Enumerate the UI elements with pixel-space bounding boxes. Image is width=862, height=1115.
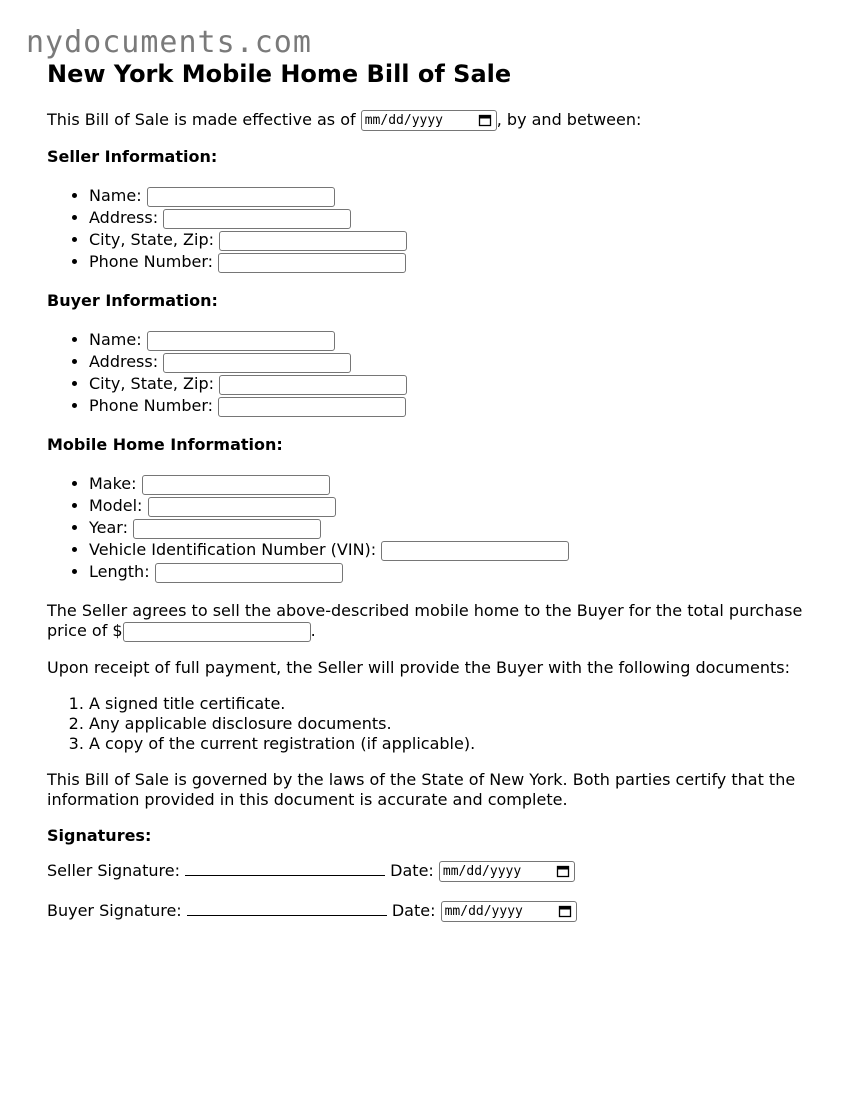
seller-name-input[interactable] — [147, 187, 335, 207]
vin-input[interactable] — [381, 541, 569, 561]
home-list — [47, 473, 837, 583]
seller-signature-row — [47, 860, 837, 882]
seller-address-label: Address: — [89, 208, 159, 227]
law-paragraph: This Bill of Sale is governed by the laws of the State of New York. Both parties certify that the information provided in this document is accurate and complete. — [47, 769, 796, 809]
list-item: 3. A copy of the current registration (if applicable). — [89, 734, 837, 754]
buyer-name-label: Name: — [89, 330, 142, 349]
list-item — [89, 539, 837, 561]
seller-date-input[interactable] — [439, 861, 575, 882]
seller-heading: Seller Information: — [47, 147, 218, 166]
year-input[interactable] — [133, 519, 321, 539]
buyer-phone-input[interactable] — [218, 397, 406, 417]
list-item: 1. A signed title certificate. — [89, 694, 837, 714]
buyer-date-input[interactable] — [441, 901, 577, 922]
year-label: Year: — [89, 518, 128, 537]
price-paragraph — [47, 601, 837, 642]
seller-name-label: Name: — [89, 186, 142, 205]
buyer-name-input[interactable] — [147, 331, 335, 351]
seller-signature-label: Seller Signature: — [47, 860, 180, 880]
price-text-after: . — [310, 621, 316, 640]
seller-phone-label: Phone Number: — [89, 252, 214, 271]
home-heading: Mobile Home Information: — [47, 435, 283, 454]
make-input[interactable] — [142, 475, 330, 495]
list-item — [89, 473, 837, 495]
page-title: New York Mobile Home Bill of Sale — [47, 60, 512, 88]
buyer-address-label: Address: — [89, 352, 159, 371]
vin-label: Vehicle Identification Number (VIN): — [89, 540, 377, 559]
calendar-icon[interactable] — [558, 904, 572, 918]
seller-phone-input[interactable] — [218, 253, 406, 273]
list-item — [89, 517, 837, 539]
seller-signature-line[interactable] — [185, 861, 385, 876]
buyer-list — [47, 329, 837, 417]
seller-city-input[interactable] — [219, 231, 407, 251]
price-text-before: The Seller agrees to sell the above-described mobile home to the Buyer for the total purchase price of $ — [47, 601, 803, 640]
list-item — [89, 251, 837, 273]
documents-list — [47, 694, 837, 754]
buyer-city-input[interactable] — [219, 375, 407, 395]
bill-of-sale-form — [47, 58, 837, 940]
list-item — [89, 373, 837, 395]
watermark: nydocuments.com — [26, 25, 312, 60]
intro-text-before: This Bill of Sale is made effective as of — [47, 110, 361, 129]
intro-paragraph — [47, 110, 837, 131]
list-item — [89, 495, 837, 517]
list-item — [89, 561, 837, 583]
price-input[interactable] — [123, 622, 311, 642]
intro-text-after: , by and between: — [496, 110, 642, 129]
calendar-icon[interactable] — [478, 113, 492, 127]
buyer-heading: Buyer Information: — [47, 291, 218, 310]
seller-list — [47, 185, 837, 273]
effective-date-placeholder: mm/dd/yyyy — [364, 113, 444, 128]
list-item — [89, 229, 837, 251]
buyer-signature-row — [47, 900, 837, 922]
buyer-signature-label: Buyer Signature: — [47, 900, 182, 920]
buyer-city-label: City, State, Zip: — [89, 374, 215, 393]
list-item — [89, 207, 837, 229]
seller-address-input[interactable] — [163, 209, 351, 229]
length-input[interactable] — [155, 563, 343, 583]
seller-date-placeholder: mm/dd/yyyy — [442, 863, 522, 879]
buyer-signature-line[interactable] — [187, 901, 387, 916]
signatures-heading: Signatures: — [47, 825, 152, 845]
seller-city-label: City, State, Zip: — [89, 230, 215, 249]
calendar-icon[interactable] — [556, 864, 570, 878]
buyer-date-placeholder: mm/dd/yyyy — [444, 903, 523, 919]
effective-date-input[interactable] — [361, 110, 497, 131]
list-item: 2. Any applicable disclosure documents. — [89, 714, 837, 734]
make-label: Make: — [89, 474, 137, 493]
model-label: Model: — [89, 496, 143, 515]
list-item — [89, 351, 837, 373]
list-item — [89, 185, 837, 207]
length-label: Length: — [89, 562, 150, 581]
buyer-phone-label: Phone Number: — [89, 396, 214, 415]
buyer-date-label: Date: — [391, 900, 436, 920]
list-item — [89, 395, 837, 417]
seller-date-label: Date: — [390, 860, 434, 880]
model-input[interactable] — [148, 497, 336, 517]
documents-intro: Upon receipt of full payment, the Seller will provide the Buyer with the following documents: — [47, 657, 790, 677]
buyer-address-input[interactable] — [163, 353, 351, 373]
list-item — [89, 329, 837, 351]
